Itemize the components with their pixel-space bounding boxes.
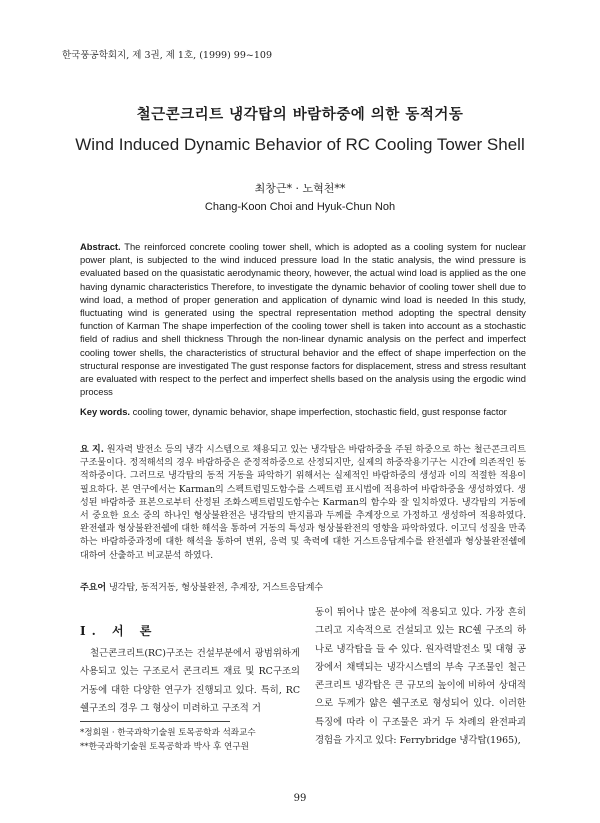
body-text-left-column: 철근콘크리트(RC)구조는 건설부분에서 광범위하게 사용되고 있는 구조로서 콘크리트 재료 및 RC구조의 거동에 대한 다양한 연구가 진행되고 있다. 특히, RC쉘구조의 경우 그 형상이 미려하고 구조적 거 [80, 648, 300, 714]
footnotes [80, 726, 300, 754]
korean-authors: 최창근* · 노혁천** [254, 182, 346, 195]
korean-title: 철근콘크리트 냉각탑의 바람하중에 의한 동적거동 [136, 106, 464, 123]
korean-keywords-text: 냉각탑, 동적거동, 형상불완전, 추계장, 거스트응답계수 [108, 583, 324, 593]
english-abstract [80, 240, 526, 398]
english-authors: Chang-Koon Choi and Hyuk-Chun Noh [204, 201, 396, 213]
korean-abstract-text: 원자력 발전소 등의 냉각 시스템으로 채용되고 있는 냉각탑은 바람하중을 주된 하중으로 하는 철근콘크리트 구조물이다. 정적해석의 경우 바람하중은 준정적하중으로 산정되지만, 실제의 하중작용기구는 시간에 의존적인 동적하중이다. 그러므로 냉각탑의 동적 거동을 파악하기 위해서는 실제적인 바람하중의 생성과 이의 적절한 적용이 필요하다. 본 연구에서는 Karman의 스펙트럼밀도함수를 스펙트럼 표시법에 적용하여 바람하중을 생성하였다. 생성된 바람하중 표본으로부터 산정된 조화스펙트럼밀도함수는 Karman의 함수와 잘 일치하였다. 냉각탑의 거동에서 중요한 요소 중의 하나인 형상불완전은 냉각탑의 반지름과 두께를 추계장으로 가정하고 생성하여 적용하였다. 완전쉘과 형상불완전쉘에 대한 해석을 통하여 거동의 특성과 형상불완전의 영향을 파악하였다. 이고딕 성질을 만족하는 바람하중과정에 대한 해석을 통하여 변위, 응력 및 축력에 대한 거스트응답계수를 완전쉘과 형상불완전쉘에 대하여 산출하고 비교분석 하였다. [80, 445, 526, 561]
body-text-right-column: 동이 뛰어나 많은 분야에 적용되고 있다. 가장 흔히 그리고 지속적으로 건설되고 있는 RC쉘 구조의 하나로 냉각탑을 들 수 있다. 원자력발전소 및 대형 공장에서 채택되는 냉각시스템의 부속 구조물인 철근콘크리트 냉각탑은 큰 규모의 높이에 비하여 상대적으로 두께가 얇은 쉘구조로 형성되어 있다. 이러한 특징에 따라 이 구조물은 과거 두 차례의 완전파괴 경험을 가지고 있다: Ferrybridge 냉각탑(1965), [315, 607, 526, 747]
keywords-label: Key words. [80, 406, 131, 417]
korean-keywords-label: 주요어 [80, 583, 107, 593]
korean-abstract [80, 444, 526, 563]
abstract-label: Abstract. [80, 241, 121, 252]
english-keywords [80, 405, 526, 418]
korean-abstract-label: 요 지. [80, 445, 104, 455]
footnote-divider [80, 721, 230, 722]
section-heading-introduction: I. 서 론 [80, 624, 158, 638]
footnote-second: **한국과학기술원 토목공학과 박사 후 연구원 [80, 742, 249, 752]
keywords-text: cooling tower, dynamic behavior, shape imperfection, stochastic field, gust response factor [132, 406, 507, 417]
english-title: Wind Induced Dynamic Behavior of RC Cooling Tower Shell [75, 135, 525, 154]
page-number: 99 [293, 793, 307, 804]
journal-header: 한국풍공학회지, 제 3권, 제 1호, (1999) 99~109 [62, 50, 272, 61]
abstract-text: The reinforced concrete cooling tower shell, which is adopted as a cooling system for nuclear power plant, is subjected to the wind induced pressure load In the static analysis, the wind pressure is evaluated based on the quasistatic aerodynamic theory, however, the actual wind load is applied as the one having dynamic characteristics Therefore, to investigate the dynamic behavior of cooling tower shell due to wind load, a method of proper generation and application of dynamic wind load is needed In this study, fluctuating wind is generated using the spectral representation method adopting the spectral density function of Karman The shape imperfection of the cooling tower shell is taken into account as a stochastic field of radius and shell thickness Through the non-linear dynamic analysis on the perfect and imperfect cooling tower shells, the characteristics of structural behavior and the effect of shape imperfection on the structural response are investigated The gust response factors for displacement, stress and stress resultant are evaluated with respect to the perfect and imperfect shells based on the analysis using the ergodic wind process [80, 241, 526, 398]
korean-keywords [80, 580, 526, 593]
footnote-first: *정회원 · 한국과학기술원 토목공학과 석좌교수 [80, 728, 256, 738]
